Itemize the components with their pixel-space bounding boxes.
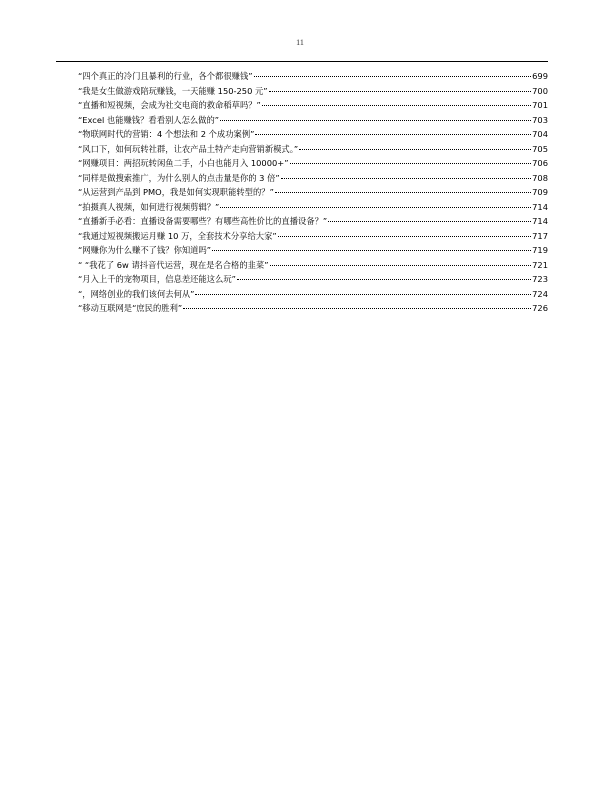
toc-entry[interactable] (78, 98, 548, 113)
toc-entry[interactable] (78, 142, 548, 157)
toc-entry-page: 704 (532, 129, 548, 139)
toc-entry-title: “Excel 也能赚钱？看看别人怎么做的” (78, 114, 220, 125)
toc-entry-title: “四个真正的冷门且暴利的行业，各个都很赚钱” (78, 71, 253, 81)
toc-dot-leader (270, 265, 532, 266)
toc-entry[interactable] (78, 214, 548, 229)
toc-entry-page: 714 (532, 201, 548, 212)
toc-entry[interactable] (78, 258, 548, 273)
table-of-contents (78, 69, 548, 316)
toc-entry-page: 706 (532, 158, 548, 168)
toc-entry[interactable] (78, 171, 548, 186)
toc-entry-page: 709 (532, 187, 548, 197)
toc-dot-leader (255, 134, 531, 135)
toc-entry-page: 726 (532, 303, 548, 313)
toc-entry-page: 721 (532, 259, 548, 270)
toc-entry[interactable] (78, 200, 548, 215)
toc-entry-title: “，网络创业的我们该何去何从” (78, 288, 195, 299)
toc-dot-leader (183, 308, 531, 309)
toc-entry-title: “直播新手必看：直播设备需要哪些？有哪些高性价比的直播设备？” (78, 216, 328, 226)
toc-entry-title: “移动互联网是“庶民的胜利” (78, 303, 183, 313)
toc-entry[interactable] (78, 113, 548, 128)
toc-entry-page: 717 (532, 230, 548, 241)
toc-entry[interactable] (78, 69, 548, 84)
toc-dot-leader (290, 163, 532, 164)
toc-dot-leader (328, 221, 531, 222)
toc-entry[interactable] (78, 156, 548, 171)
toc-entry-title: “月入上千的宠物项目，信息差还能这么玩” (78, 274, 236, 284)
toc-dot-leader (262, 105, 531, 106)
toc-entry-title: “物联网时代的营销：4 个想法和 2 个成功案例” (78, 129, 255, 139)
toc-entry-page: 708 (532, 172, 548, 183)
header-rule (56, 61, 548, 62)
toc-entry-title: “风口下，如何玩转社群，让农产品土特产走向营销新模式。” (78, 143, 299, 154)
toc-dot-leader (281, 178, 531, 179)
toc-entry[interactable] (78, 272, 548, 287)
toc-entry[interactable] (78, 287, 548, 302)
toc-dot-leader (220, 120, 531, 121)
toc-entry[interactable] (78, 301, 548, 316)
toc-entry-title: “ “我花了 6w 请抖音代运营，现在是名合格的韭菜” (78, 259, 269, 270)
toc-entry[interactable] (78, 185, 548, 200)
toc-entry-title: “我通过短视频搬运月赚 10 万，全套技术分享给大家” (78, 230, 277, 241)
toc-entry-title: “同样是做搜索推广，为什么别人的点击量是你的 3 倍” (78, 172, 280, 183)
toc-entry-page: 703 (532, 114, 548, 125)
page-number: 11 (296, 38, 304, 47)
toc-entry-page: 705 (532, 143, 548, 154)
toc-entry-title: “从运营到产品到 PMO，我是如何实现职能转型的？” (78, 187, 274, 197)
toc-dot-leader (212, 250, 531, 251)
toc-entry[interactable] (78, 243, 548, 258)
toc-dot-leader (299, 149, 531, 150)
toc-entry[interactable] (78, 84, 548, 99)
toc-dot-leader (220, 207, 531, 208)
toc-dot-leader (237, 279, 531, 280)
toc-entry-page: 714 (532, 216, 548, 226)
toc-entry-title: “我是女生做游戏陪玩赚钱，一天能赚 150-250 元” (78, 85, 268, 96)
toc-dot-leader (278, 236, 531, 237)
toc-entry-title: “网赚项目：两招玩转闲鱼二手，小白也能月入 10000+” (78, 158, 289, 168)
toc-dot-leader (195, 294, 531, 295)
toc-dot-leader (275, 192, 531, 193)
toc-entry-page: 700 (532, 85, 548, 96)
toc-entry-page: 719 (532, 245, 548, 255)
toc-entry-page: 723 (532, 274, 548, 284)
toc-entry-page: 699 (532, 71, 548, 81)
toc-entry-page: 701 (532, 100, 548, 110)
toc-entry[interactable] (78, 127, 548, 142)
toc-entry-title: “网赚你为什么赚不了钱？你知道吗” (78, 245, 212, 255)
toc-entry[interactable] (78, 229, 548, 244)
toc-dot-leader (254, 76, 532, 77)
toc-entry-title: “拍摄真人视频，如何进行视频剪辑？” (78, 201, 220, 212)
toc-dot-leader (269, 91, 532, 92)
toc-entry-page: 724 (532, 288, 548, 299)
toc-entry-title: “直播和短视频，会成为社交电商的救命稻草吗？” (78, 100, 261, 110)
